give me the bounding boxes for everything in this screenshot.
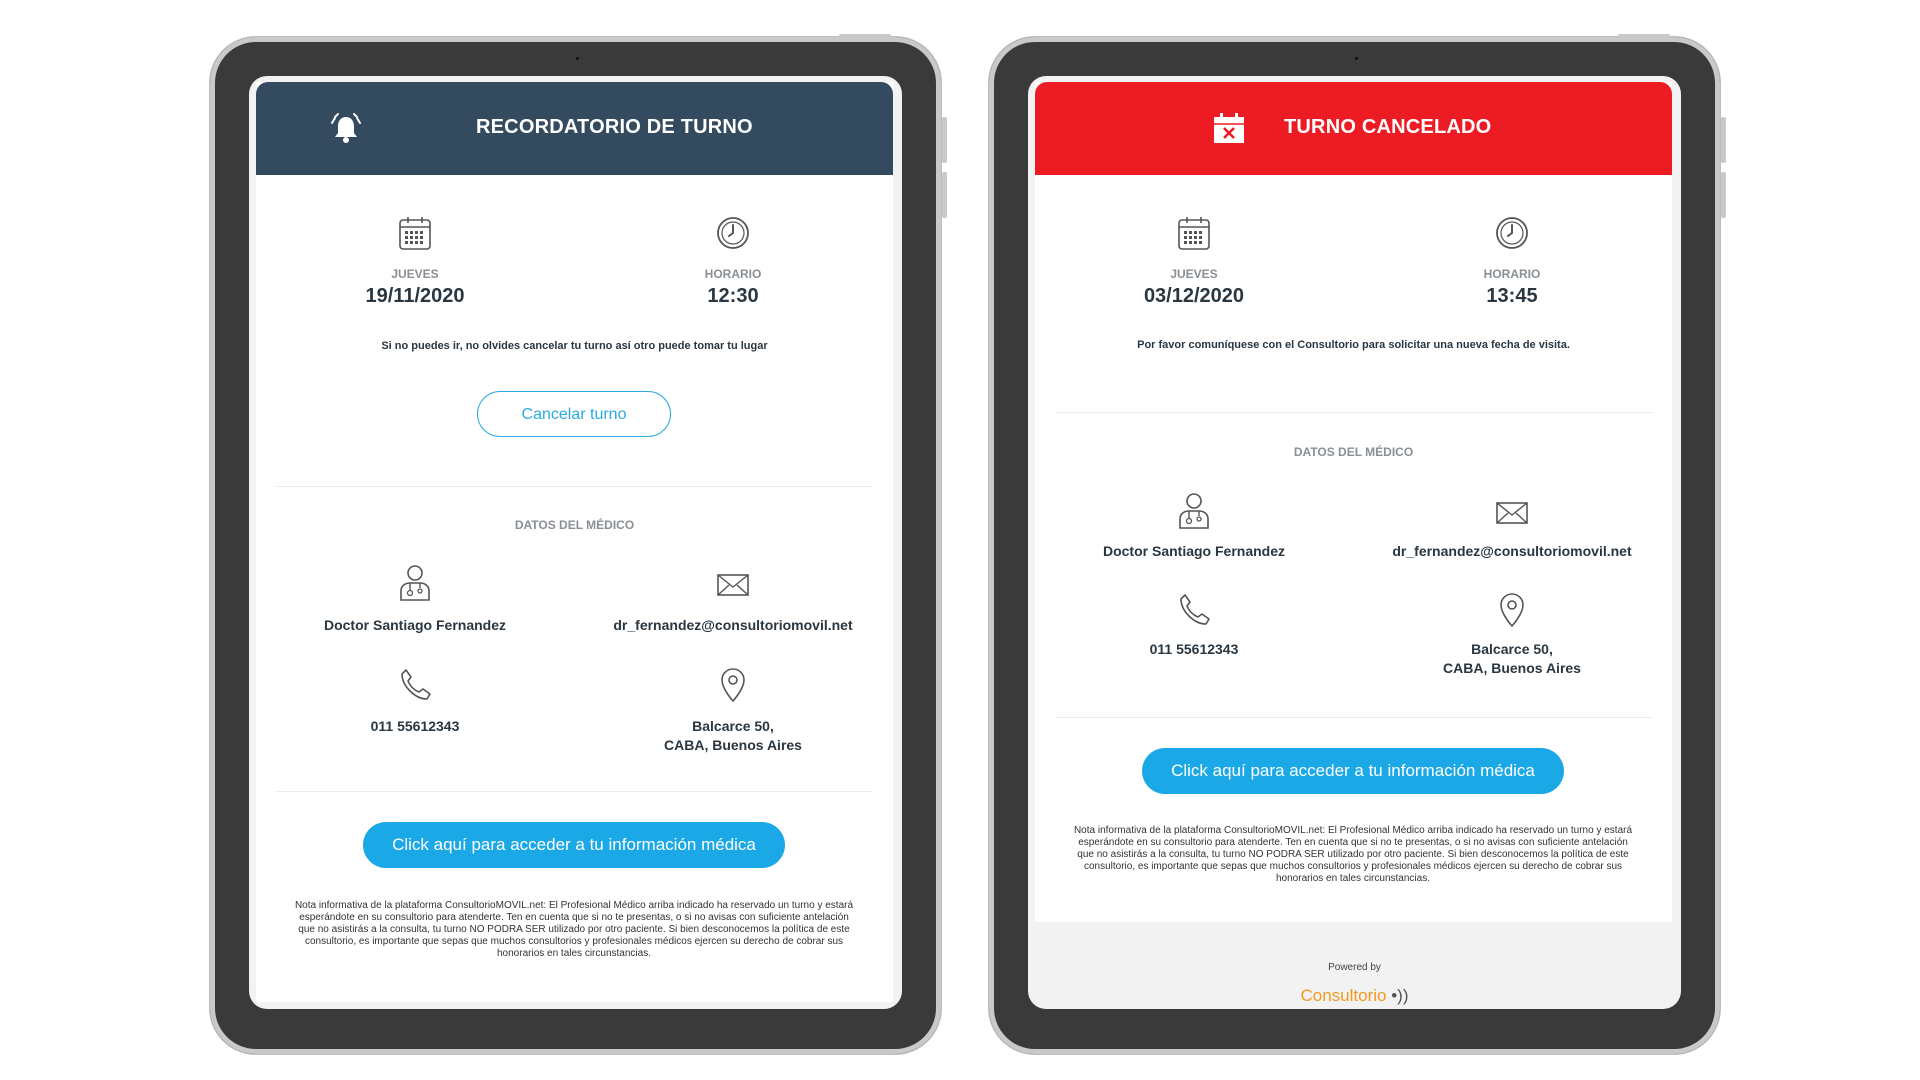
tablet-screen xyxy=(249,76,902,1009)
tablet-top-button xyxy=(1618,34,1670,38)
tablet-top-button xyxy=(839,34,891,38)
address-line-1: Balcarce 50, xyxy=(692,718,774,734)
alarm-bell-icon xyxy=(326,108,366,148)
reminder-header xyxy=(256,82,893,175)
email-block xyxy=(574,564,892,635)
envelope-icon xyxy=(1494,492,1530,530)
calendar-icon xyxy=(1177,215,1211,251)
divider xyxy=(276,486,873,487)
time-block xyxy=(574,215,892,308)
header-title: RECORDATORIO DE TURNO xyxy=(476,116,753,138)
clock-icon xyxy=(1494,215,1530,251)
appointment-time: 12:30 xyxy=(707,285,759,307)
doctor-phone[interactable]: 011 55612343 xyxy=(370,718,460,734)
email-block xyxy=(1353,492,1671,561)
address-line-1: Balcarce 50, xyxy=(1471,641,1553,657)
tablet-camera xyxy=(576,57,579,60)
clock-icon xyxy=(715,215,751,251)
appointment-time: 13:45 xyxy=(1486,285,1538,307)
divider xyxy=(1055,717,1652,718)
doctor-icon xyxy=(1177,492,1211,530)
tablet-right xyxy=(989,37,1720,1054)
cancelled-message: Por favor comuníquese con el Consultorio para solicitar una nueva fecha de visita. xyxy=(1137,339,1570,351)
time-block xyxy=(1353,215,1671,308)
reminder-email-card xyxy=(256,82,893,1002)
informative-note: Nota informativa de la plataforma ConsultorioMOVIL.net: El Profesional Médico arriba indicado ha reservado un turno y estará esperándote en su consultorio para atenderte. Ten en cuenta que si no te presentas, o si no avisas con suficiente antelación que no asistirás a la consulta, tu turno NO PODRA SER utilizado por otro paciente. Si bien desconocemos la política de este consultorio, es importante que sepas que muchos consultorios y profesionales médicos ejercen su derecho de cobrar sus honorarios en tales circunstancias. xyxy=(1073,825,1633,884)
doctor-section-title: DATOS DEL MÉDICO xyxy=(514,518,635,532)
access-medical-info-button[interactable]: Click aquí para acceder a tu información médica xyxy=(1142,748,1564,794)
day-label: JUEVES xyxy=(1170,267,1218,281)
doctor-phone[interactable]: 011 55612343 xyxy=(1149,641,1239,657)
phone-icon xyxy=(397,665,433,703)
cancel-appointment-button[interactable]: Cancelar turno xyxy=(477,391,671,437)
envelope-icon xyxy=(715,564,751,602)
address-line-2: CABA, Buenos Aires xyxy=(1443,660,1581,676)
phone-block xyxy=(1035,590,1353,659)
phone-icon xyxy=(1176,590,1212,628)
calendar-cancel-icon xyxy=(1209,108,1249,148)
calendar-icon xyxy=(398,215,432,251)
time-label: HORARIO xyxy=(1483,267,1541,281)
cancelled-header xyxy=(1035,82,1672,175)
doctor-name-block xyxy=(256,564,574,635)
day-label: JUEVES xyxy=(391,267,439,281)
header-title: TURNO CANCELADO xyxy=(1284,116,1492,138)
tablet-screen xyxy=(1028,76,1681,1009)
doctor-name: Doctor Santiago Fernandez xyxy=(323,617,507,633)
doctor-name: Doctor Santiago Fernandez xyxy=(1102,543,1286,559)
appointment-date: 03/12/2020 xyxy=(1143,285,1245,307)
tablet-camera xyxy=(1355,57,1358,60)
doctor-name-block xyxy=(1035,492,1353,561)
divider xyxy=(1055,412,1652,413)
address-block xyxy=(1353,590,1671,678)
doctor-section-title: DATOS DEL MÉDICO xyxy=(1293,445,1414,459)
doctor-email[interactable]: dr_fernandez@consultoriomovil.net xyxy=(613,617,853,633)
location-pin-icon xyxy=(1494,590,1530,628)
address-line-2: CABA, Buenos Aires xyxy=(664,737,802,753)
doctor-icon xyxy=(398,564,432,602)
tablet-volume-up xyxy=(942,117,947,163)
informative-note: Nota informativa de la plataforma ConsultorioMOVIL.net: El Profesional Médico arriba indicado ha reservado un turno y estará esperándote en su consultorio para atenderte. Ten en cuenta que si no te presentas, o si no avisas con suficiente antelación que no asistirás a la consulta, tu turno NO PODRA SER utilizado por otro paciente. Si bien desconocemos la política de este consultorio, es importante que sepas que muchos consultorios y profesionales médicos ejercen su derecho de cobrar sus honorarios en tales circunstancias. xyxy=(294,900,854,959)
logo-text: Consultorio xyxy=(1300,986,1387,1005)
date-block xyxy=(256,215,574,308)
date-block xyxy=(1035,215,1353,308)
location-pin-icon xyxy=(715,665,751,703)
appointment-date: 19/11/2020 xyxy=(365,285,465,307)
reminder-message: Si no puedes ir, no olvides cancelar tu turno así otro puede tomar tu lugar xyxy=(381,340,768,352)
cancelled-email-card xyxy=(1035,82,1672,922)
consultorio-logo xyxy=(1028,986,1681,1006)
doctor-email[interactable]: dr_fernandez@consultoriomovil.net xyxy=(1392,543,1632,559)
time-label: HORARIO xyxy=(704,267,762,281)
tablet-volume-down xyxy=(942,172,947,218)
tablet-left xyxy=(210,37,941,1054)
phone-block xyxy=(256,665,574,736)
address-block xyxy=(574,665,892,755)
tablet-volume-down xyxy=(1721,172,1726,218)
access-medical-info-button[interactable]: Click aquí para acceder a tu información médica xyxy=(363,822,785,868)
signal-icon: •)) xyxy=(1391,986,1409,1005)
divider xyxy=(276,791,873,792)
tablet-volume-up xyxy=(1721,117,1726,163)
powered-by-label: Powered by xyxy=(1328,962,1381,973)
